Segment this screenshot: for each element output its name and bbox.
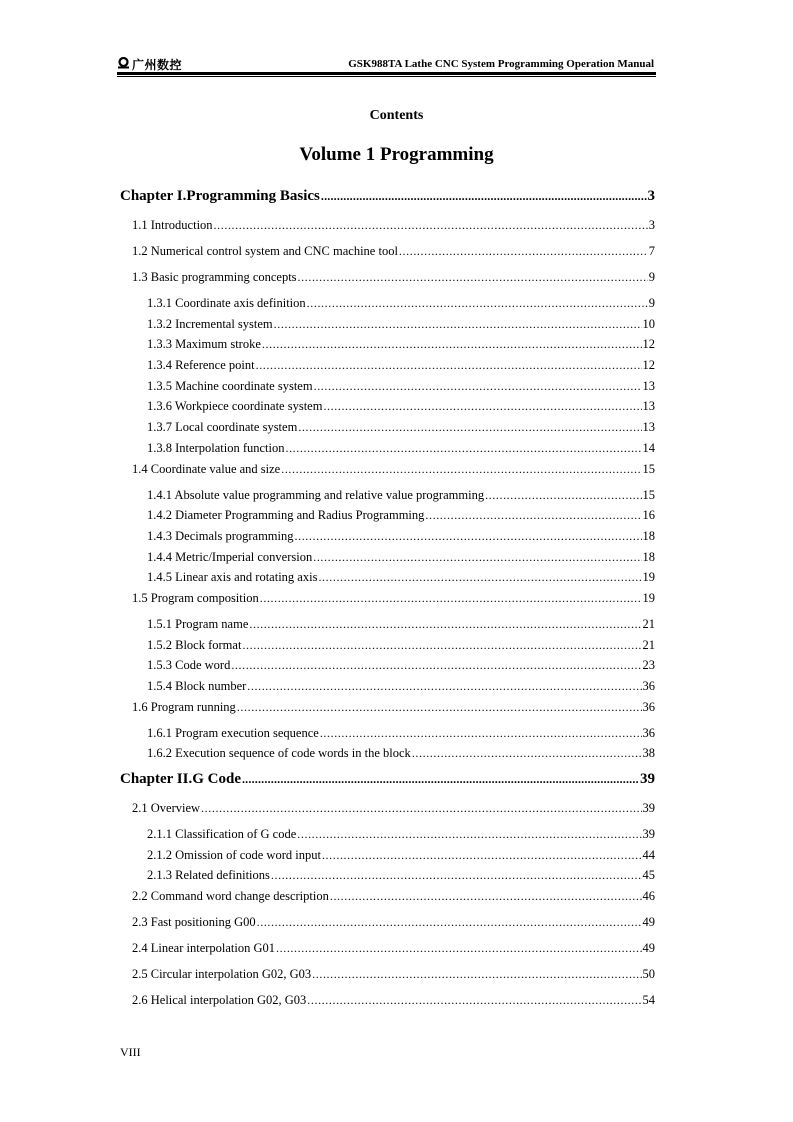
- toc-entry-page: 14: [642, 440, 655, 455]
- toc-entry-page: 15: [642, 461, 655, 476]
- toc-entry[interactable]: [120, 399, 655, 420]
- toc-entry-title: 1.6.2 Execution sequence of code words in the block: [147, 746, 411, 761]
- dot-leader: [485, 488, 641, 503]
- toc-entry[interactable]: [120, 420, 655, 441]
- toc-entry-title: 2.4 Linear interpolation G01: [132, 941, 276, 956]
- dot-leader: [412, 746, 642, 761]
- dot-leader: [247, 679, 641, 694]
- toc-entry-page: 12: [642, 337, 655, 352]
- chapter-number: Chapter I.: [120, 188, 187, 204]
- toc-entry[interactable]: [120, 993, 655, 1019]
- toc-entry-title: 1.3.4 Reference point: [147, 358, 255, 373]
- dot-leader: [201, 801, 641, 816]
- toc-entry-page: 36: [642, 725, 655, 740]
- toc-entry[interactable]: [120, 379, 655, 400]
- toc-entry-title: 2.1 Overview: [132, 801, 201, 816]
- dot-leader: [330, 889, 642, 904]
- toc-entry-title: 1.4.4 Metric/Imperial conversion: [147, 549, 313, 564]
- toc-entry[interactable]: [120, 868, 655, 889]
- dot-leader: [297, 827, 641, 842]
- header-rule-thin: [117, 76, 656, 77]
- dot-leader: [298, 420, 641, 435]
- toc-entry-page: 10: [642, 316, 655, 331]
- toc-entry[interactable]: [120, 296, 655, 317]
- toc-entry[interactable]: [120, 591, 655, 617]
- toc-entry-title: 1.5.1 Program name: [147, 616, 249, 631]
- toc-entry[interactable]: [120, 218, 655, 244]
- dot-leader: [307, 296, 648, 311]
- toc-entry[interactable]: [120, 827, 655, 848]
- dot-leader: [281, 462, 641, 477]
- toc-entry[interactable]: [120, 801, 655, 827]
- toc-entry-title: 2.2 Command word change description: [132, 889, 329, 904]
- toc-entry-page: 21: [642, 637, 655, 652]
- dot-leader: [295, 529, 642, 544]
- toc-entry-title: 1.4.5 Linear axis and rotating axis: [147, 570, 318, 585]
- toc-entry-page: 45: [642, 868, 655, 883]
- toc-entry-title: 1.4.1 Absolute value programming and relative value programming: [147, 487, 485, 502]
- chapter-2-entries: [120, 801, 655, 1019]
- toc-entry-title: 1.5.2 Block format: [147, 637, 242, 652]
- toc-entry[interactable]: [120, 508, 655, 529]
- toc-entry-page: 36: [642, 699, 655, 714]
- dot-leader: [323, 399, 641, 414]
- dot-leader: [249, 617, 641, 632]
- header-rule-thick: [117, 72, 656, 75]
- toc-entry[interactable]: [120, 658, 655, 679]
- dot-leader: [237, 700, 642, 715]
- toc-entry-page: 18: [642, 528, 655, 543]
- toc-entry-title: 2.1.3 Related definitions: [147, 868, 270, 883]
- toc-entry-page: 39: [642, 801, 655, 816]
- toc-entry-page: 7: [648, 244, 655, 258]
- dot-leader: [313, 550, 641, 565]
- dot-leader: [399, 244, 648, 259]
- dot-leader: [314, 379, 642, 394]
- toc-entry-page: 50: [642, 967, 655, 982]
- toc-entry[interactable]: [120, 358, 655, 379]
- toc-entry[interactable]: [120, 746, 655, 767]
- toc-entry-title: 1.6 Program running: [132, 699, 236, 714]
- toc-entry[interactable]: [120, 317, 655, 338]
- chapter-title: Programming Basics: [186, 188, 320, 204]
- logo-text: 广州数控: [132, 58, 183, 72]
- toc-entry-title: 1.3.7 Local coordinate system: [147, 420, 298, 435]
- toc-entry-title: 2.5 Circular interpolation G02, G03: [132, 967, 312, 982]
- toc-entry[interactable]: [120, 848, 655, 869]
- toc-entry-title: 1.3.3 Maximum stroke: [147, 337, 261, 352]
- dot-leader: [318, 570, 641, 585]
- dot-leader: [320, 726, 642, 741]
- toc-entry[interactable]: [120, 700, 655, 726]
- toc-entry[interactable]: [120, 617, 655, 638]
- toc-entry[interactable]: [120, 462, 655, 488]
- toc-entry-title: 1.5.4 Block number: [147, 679, 247, 693]
- toc-entry[interactable]: [120, 441, 655, 462]
- toc-entry[interactable]: [120, 967, 655, 993]
- chapter-page: 39: [640, 771, 655, 788]
- toc-entry-page: 9: [648, 296, 655, 310]
- toc-entry-title: 1.5 Program composition: [132, 590, 259, 605]
- toc-entry[interactable]: [120, 337, 655, 358]
- toc-entry[interactable]: [120, 550, 655, 571]
- toc-entry-page: 54: [642, 993, 655, 1008]
- toc-entry[interactable]: [120, 679, 655, 700]
- toc-entry[interactable]: [120, 726, 655, 747]
- dot-leader: [425, 508, 641, 523]
- volume-title: Volume 1 Programming: [299, 144, 494, 165]
- dot-leader: [276, 941, 641, 956]
- toc-entry-page: 13: [642, 399, 655, 414]
- toc-entry-page: 3: [648, 218, 655, 232]
- chapter-number: Chapter II.: [120, 771, 193, 788]
- dot-leader: [274, 317, 642, 332]
- dot-leader: [260, 591, 642, 606]
- toc-entry-page: 49: [642, 915, 655, 930]
- dot-leader: [298, 270, 648, 285]
- toc-entry-title: 1.6.1 Program execution sequence: [147, 725, 319, 740]
- dot-leader: [242, 638, 641, 653]
- dot-leader: [307, 993, 641, 1008]
- toc-entry[interactable]: [120, 915, 655, 941]
- toc-entry-title: 1.5.3 Code word: [147, 658, 231, 673]
- toc-entry[interactable]: [120, 270, 655, 296]
- toc-entry[interactable]: [120, 889, 655, 915]
- toc-entry-page: 36: [642, 679, 655, 693]
- toc-entry-page: 44: [642, 847, 655, 862]
- dot-leader: [285, 441, 641, 456]
- dot-leader: [257, 915, 642, 930]
- toc-entry-page: 38: [642, 746, 655, 761]
- toc-entry-page: 23: [642, 658, 655, 673]
- contents-heading: Contents: [369, 108, 424, 123]
- gsk-logo-icon: [117, 57, 130, 72]
- toc-entry-page: 12: [642, 358, 655, 373]
- dot-leader: [231, 658, 641, 673]
- toc-entry-title: 1.3.1 Coordinate axis definition: [147, 296, 306, 310]
- dot-leader: [262, 337, 642, 352]
- toc-entry[interactable]: [120, 488, 655, 509]
- toc-entry-page: 46: [642, 889, 655, 904]
- company-logo: [117, 56, 182, 73]
- dot-leader: [321, 189, 647, 204]
- toc-entry-title: 1.4 Coordinate value and size: [132, 461, 281, 476]
- toc-entry-title: 1.4.3 Decimals programming: [147, 528, 294, 543]
- toc-entry-page: 9: [648, 270, 655, 284]
- toc-entry-title: 1.3.5 Machine coordinate system: [147, 378, 313, 393]
- toc-entry-title: 1.3.8 Interpolation function: [147, 440, 285, 455]
- toc-entry-title: 1.1 Introduction: [132, 218, 213, 232]
- toc-entry-page: 21: [642, 616, 655, 631]
- chapter-1-entries: [120, 218, 655, 767]
- chapter-page: 3: [647, 188, 655, 204]
- toc-entry-page: 13: [642, 420, 655, 435]
- dot-leader: [312, 967, 641, 982]
- table-of-contents: [120, 184, 655, 1019]
- dot-leader: [242, 772, 639, 787]
- manual-title: GSK988TA Lathe CNC System Programming Operation Manual: [348, 58, 654, 70]
- toc-entry[interactable]: [120, 529, 655, 550]
- page-number: VIII: [120, 1045, 141, 1059]
- toc-entry-page: 19: [642, 590, 655, 605]
- toc-entry-title: 2.1.2 Omission of code word input: [147, 847, 321, 862]
- toc-entry-page: 39: [642, 827, 655, 842]
- toc-chapter-2[interactable]: [120, 771, 655, 797]
- toc-chapter-1[interactable]: [120, 188, 655, 214]
- toc-entry-title: 2.3 Fast positioning G00: [132, 915, 256, 930]
- toc-entry[interactable]: [120, 638, 655, 659]
- toc-entry-page: 13: [642, 378, 655, 393]
- toc-entry[interactable]: [120, 244, 655, 270]
- toc-entry[interactable]: [120, 941, 655, 967]
- toc-entry-page: 49: [642, 941, 655, 956]
- toc-entry[interactable]: [120, 570, 655, 591]
- toc-entry-title: 1.4.2 Diameter Programming and Radius Programming: [147, 508, 425, 523]
- toc-entry-page: 15: [642, 487, 655, 502]
- dot-leader: [256, 358, 642, 373]
- toc-entry-page: 18: [642, 549, 655, 564]
- dot-leader: [322, 848, 642, 863]
- toc-entry-page: 16: [642, 508, 655, 523]
- dot-leader: [214, 218, 648, 233]
- toc-entry-title: 2.6 Helical interpolation G02, G03: [132, 993, 307, 1008]
- toc-entry-title: 1.3.2 Incremental system: [147, 316, 273, 331]
- toc-entry-page: 19: [642, 570, 655, 585]
- toc-entry-title: 1.3.6 Workpiece coordinate system: [147, 399, 323, 414]
- page-header: [117, 55, 656, 77]
- toc-entry-title: 1.3 Basic programming concepts: [132, 270, 297, 284]
- toc-entry-title: 2.1.1 Classification of G code: [147, 827, 297, 842]
- chapter-title: G Code: [192, 771, 241, 788]
- dot-leader: [271, 868, 642, 883]
- toc-entry-title: 1.2 Numerical control system and CNC machine tool: [132, 244, 398, 258]
